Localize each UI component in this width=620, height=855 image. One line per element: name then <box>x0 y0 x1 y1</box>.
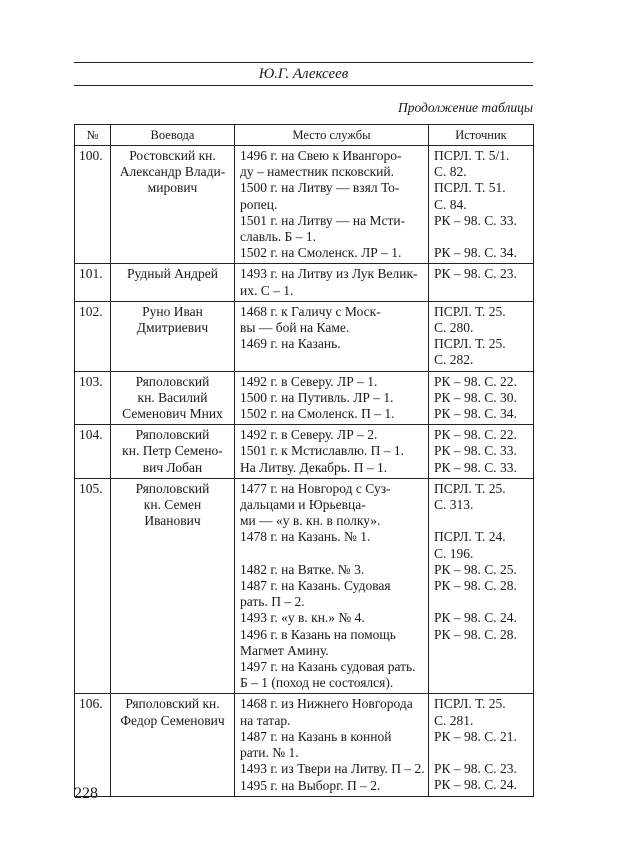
source-line: РК – 98. С. 23. <box>434 266 517 282</box>
source-line: РК – 98. С. 33. <box>434 443 517 459</box>
place-line: 1496 г. на Свею к Ивангоро- <box>240 148 402 163</box>
voevoda-line: кн. Семен <box>143 497 202 513</box>
source-line: С. 82. <box>434 164 467 180</box>
place-line: 1492 г. в Северу. ЛР – 1. <box>240 373 378 389</box>
place-of-service-cell <box>235 264 429 301</box>
place-of-service-cell <box>235 371 429 425</box>
row-number: 102. <box>75 301 111 371</box>
place-line: 1500 г. на Литву — взял То- <box>240 180 400 196</box>
source-line: С. 84. <box>434 196 467 212</box>
source-line: С. 313. <box>434 497 474 513</box>
table-row <box>75 425 534 479</box>
source-line: ПСРЛ. Т. 51. <box>434 180 506 196</box>
source-line: С. 282. <box>434 352 474 368</box>
place-line: ду – наместник псковский. <box>240 164 394 180</box>
table-header-row <box>75 125 534 146</box>
voevoda-line: вич Лобан <box>142 459 203 475</box>
place-line: славль. Б – 1. <box>240 229 316 245</box>
source-line: ПСРЛ. Т. 25. <box>434 480 506 496</box>
place-line: 1478 г. на Казань. № 1. <box>240 529 371 545</box>
voevoda-line: Рудный Андрей <box>127 266 218 282</box>
place-line: 1502 г. на Смоленск. П – 1. <box>240 406 395 422</box>
source-line: РК – 98. С. 33. <box>434 459 517 475</box>
place-line: 1493 г. «у в. кн.» № 4. <box>240 610 365 626</box>
place-line: Б – 1 (поход не состоялся). <box>240 675 394 691</box>
running-head: Ю.Г. Алексеев <box>258 66 349 82</box>
row-number: 101. <box>75 264 111 301</box>
voevoda-cell <box>111 301 235 371</box>
voevoda-line: Ряполовский кн. <box>125 696 220 712</box>
place-line: 1469 г. на Казань. <box>240 336 341 352</box>
voevoda-line: Иванович <box>144 513 201 529</box>
source-line: РК – 98. С. 33. <box>434 212 517 228</box>
place-line: на татар. <box>240 712 291 728</box>
place-of-service-cell <box>235 301 429 371</box>
voevoda-line: Руно Иван <box>142 303 203 319</box>
place-of-service-cell <box>235 146 429 264</box>
table-row <box>75 264 534 301</box>
row-number: 104. <box>75 425 111 479</box>
place-line: рати. № 1. <box>240 745 299 761</box>
voevoda-line: Ряполовский <box>135 480 210 496</box>
source-line: РК – 98. С. 25. <box>434 561 517 577</box>
voevoda-line: Ростовский кн. <box>129 148 216 163</box>
source-line: РК – 98. С. 22. <box>434 373 517 389</box>
place-line: 1495 г. на Выборг. П – 2. <box>240 777 381 793</box>
place-line: 1496 г. в Казань на помощь <box>240 626 396 642</box>
source-line: С. 281. <box>434 712 474 728</box>
table-row <box>75 371 534 425</box>
page-number: 228 <box>74 785 98 802</box>
voevoda-cell <box>111 694 235 796</box>
table-row <box>75 301 534 371</box>
source-line: ПСРЛ. Т. 5/1. <box>434 148 510 163</box>
row-number: 106. <box>75 694 111 796</box>
table-row <box>75 478 534 694</box>
row-number: 100. <box>75 146 111 264</box>
place-line: 1493 г. из Твери на Литву. П – 2. <box>240 761 425 777</box>
place-of-service-cell <box>235 425 429 479</box>
voevoda-line: кн. Василий <box>137 389 208 405</box>
source-line <box>434 594 528 610</box>
voevoda-line: кн. Петр Семено- <box>122 443 223 459</box>
voevoda-line: Дмитриевич <box>136 320 209 336</box>
voevoda-line: Ряполовский <box>135 427 210 443</box>
place-line: ми — «у в. кн. в полку». <box>240 513 381 529</box>
place-line: 1492 г. в Северу. ЛР – 2. <box>240 427 378 443</box>
source-line: ПСРЛ. Т. 25. <box>434 303 506 319</box>
column-header-number: № <box>75 125 111 146</box>
header-top-rule <box>74 62 533 63</box>
source-cell <box>429 301 534 371</box>
voevoda-line: Семенович Мних <box>122 406 223 422</box>
source-line <box>434 513 528 529</box>
place-line: дальцами и Юрьевца- <box>240 497 366 513</box>
source-line: РК – 98. С. 34. <box>434 245 517 261</box>
source-line <box>434 229 528 245</box>
source-line: С. 280. <box>434 320 474 336</box>
source-line: РК – 98. С. 22. <box>434 427 517 443</box>
table-row <box>75 146 534 264</box>
voevoda-table <box>74 124 534 797</box>
source-line: ПСРЛ. Т. 25. <box>434 696 506 712</box>
header-bottom-rule <box>74 85 533 86</box>
place-line: 1477 г. на Новгород с Суз- <box>240 480 391 496</box>
voevoda-cell <box>111 371 235 425</box>
voevoda-cell <box>111 264 235 301</box>
voevoda-cell <box>111 146 235 264</box>
source-line: ПСРЛ. Т. 24. <box>434 529 506 545</box>
voevoda-cell <box>111 478 235 694</box>
place-line: рать. П – 2. <box>240 594 305 610</box>
source-line: РК – 98. С. 21. <box>434 728 517 744</box>
place-line: вы — бой на Каме. <box>240 320 350 336</box>
source-cell <box>429 264 534 301</box>
place-line: 1501 г. к Мстиславлю. П – 1. <box>240 443 405 459</box>
place-line: 1487 г. на Казань. Судовая <box>240 578 391 594</box>
source-cell <box>429 425 534 479</box>
place-line: 1500 г. на Путивль. ЛР – 1. <box>240 389 394 405</box>
source-line: РК – 98. С. 34. <box>434 406 517 422</box>
place-line: 1468 г. к Галичу с Моск- <box>240 303 381 319</box>
source-line: ПСРЛ. Т. 25. <box>434 336 506 352</box>
place-line: 1497 г. на Казань судовая рать. <box>240 659 416 675</box>
source-line: РК – 98. С. 28. <box>434 626 517 642</box>
source-line: С. 196. <box>434 545 474 561</box>
place-line: 1502 г. на Смоленск. ЛР – 1. <box>240 245 402 261</box>
column-header-voevoda: Воевода <box>111 125 235 146</box>
place-line: 1493 г. на Литву из Лук Велик- <box>240 266 418 282</box>
place-line: их. С – 1. <box>240 282 294 298</box>
column-header-place: Место службы <box>235 125 429 146</box>
voevoda-line: Ряполовский <box>135 373 210 389</box>
place-line: ропец. <box>240 196 278 212</box>
place-line: На Литву. Декабрь. П – 1. <box>240 459 388 475</box>
table-continuation-label: Продолжение таблицы <box>397 100 533 115</box>
source-cell <box>429 694 534 796</box>
voevoda-line: Федор Семенович <box>120 712 225 728</box>
source-cell <box>429 371 534 425</box>
place-of-service-cell <box>235 694 429 796</box>
source-line: РК – 98. С. 24. <box>434 610 517 626</box>
source-line <box>434 745 528 761</box>
voevoda-cell <box>111 425 235 479</box>
place-line: 1468 г. из Нижнего Новгорода <box>240 696 413 712</box>
place-line <box>240 546 423 562</box>
row-number: 105. <box>75 478 111 694</box>
source-line: РК – 98. С. 28. <box>434 578 517 594</box>
source-cell <box>429 478 534 694</box>
place-line: 1482 г. на Вятке. № 3. <box>240 561 365 577</box>
source-line: РК – 98. С. 23. <box>434 761 517 777</box>
place-line: Магмет Амину. <box>240 642 329 658</box>
source-line: РК – 98. С. 24. <box>434 777 517 793</box>
place-line: 1487 г. на Казань в конной <box>240 728 392 744</box>
source-cell <box>429 146 534 264</box>
source-line: РК – 98. С. 30. <box>434 389 517 405</box>
column-header-source: Источник <box>429 125 534 146</box>
table-body <box>75 146 534 797</box>
place-line: 1501 г. на Литву — на Мсти- <box>240 212 406 228</box>
row-number: 103. <box>75 371 111 425</box>
voevoda-line: Александр Влади- <box>119 164 226 180</box>
table-row <box>75 694 534 796</box>
place-of-service-cell <box>235 478 429 694</box>
voevoda-line: мирович <box>147 180 198 196</box>
